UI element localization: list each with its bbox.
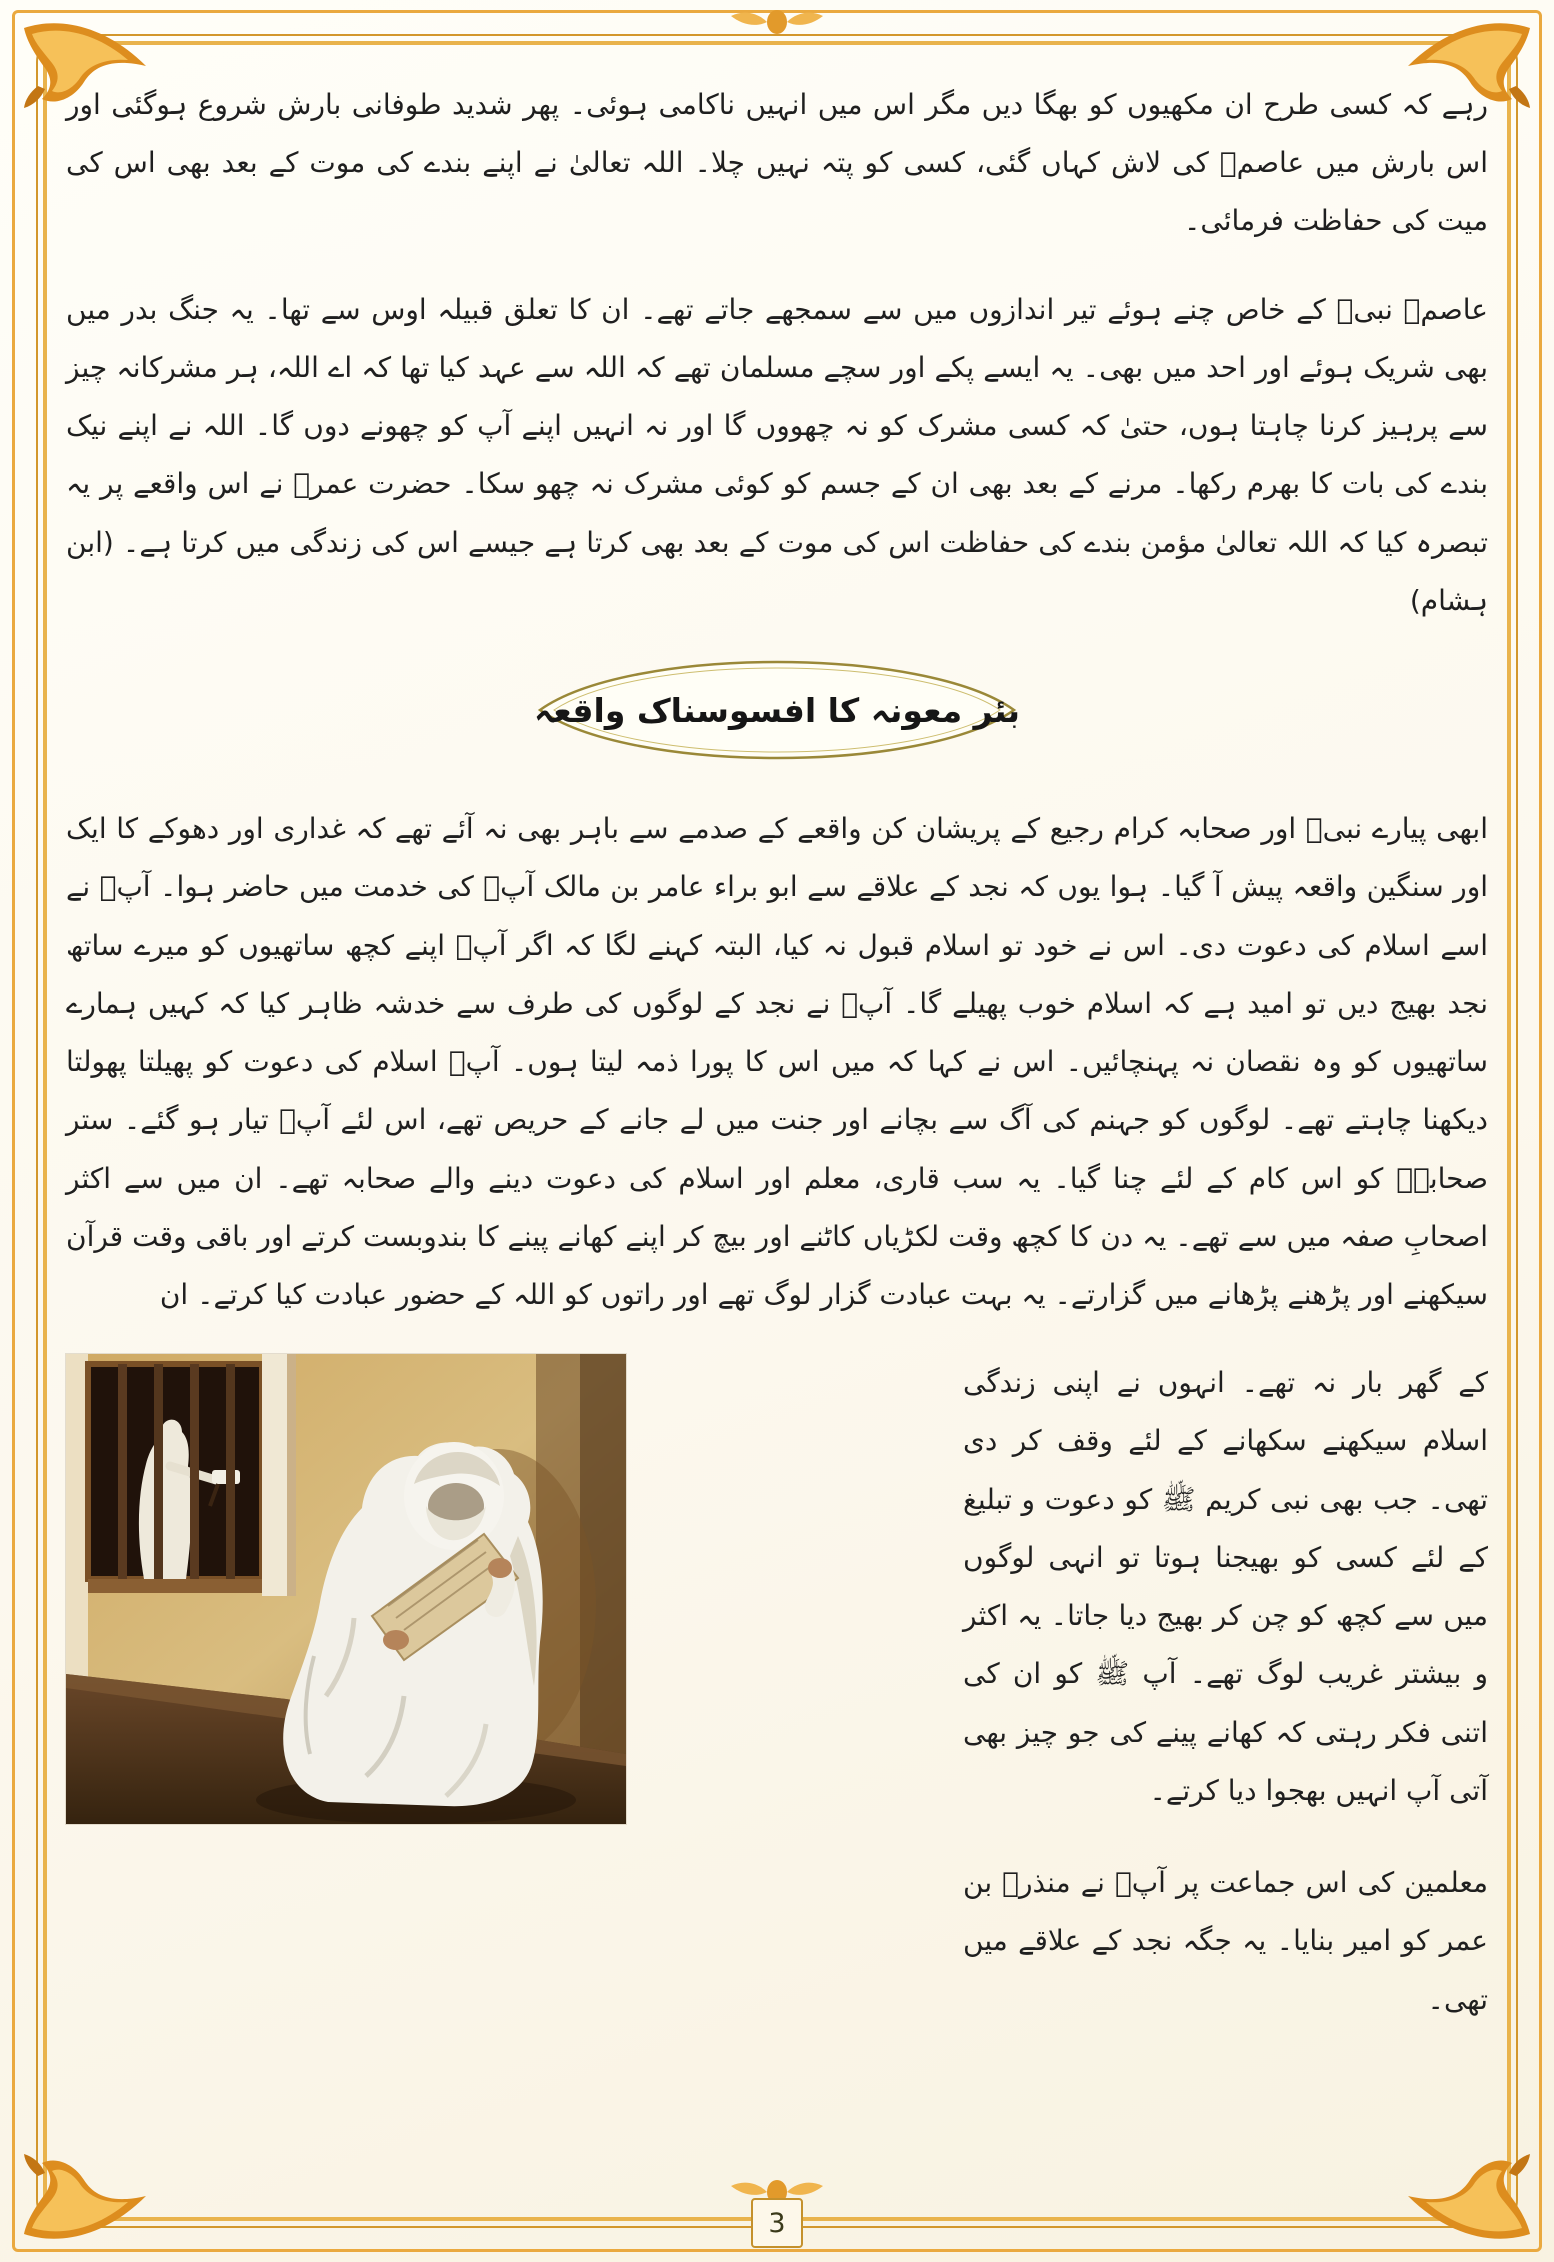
corner-flourish-icon — [20, 2150, 152, 2246]
section-heading-title: بئر معونہ کا افسوسناک واقعہ — [533, 690, 1021, 730]
page-number-text: 3 — [768, 2207, 786, 2239]
image-text-row — [66, 1354, 1488, 2063]
paragraph-asim-protection: رہے کہ کسی طرح ان مکھیوں کو بھگا دیں مگر اس میں انہیں ناکامی ہوئی۔ پھر شدید طوفانی بارش شروع ہوگئی اور اس بارش میں عاصمؓ کی لاش کہاں گئی، کسی کو پتہ نہیں چلا۔ اللہ تعالیٰ نے اپنے بندے کی موت کے بعد بھی اس کی میت کی حفاظت فرمائی۔ — [66, 88, 1488, 238]
paragraph-bir-mauna-intro: ابھی پیارے نبیﷺ اور صحابہ کرام رجیع کے پریشان کن واقعے کے صدمے سے باہر بھی نہ آئے تھے کہ غداری اور دھوکے کا ایک اور سنگین واقعہ پیش آ گیا۔ ہوا یوں کہ نجد کے علاقے سے ابو براء عامر بن مالک آپﷺ کی خدمت میں حاضر ہوا۔ آپﷺ نے اسے اسلام کی دعوت دی۔ اس نے خود تو اسلام قبول نہ کیا، البتہ کہنے لگا کہ اگر آپﷺ اپنے کچھ ساتھیوں کو میرے ساتھ نجد بھیج دیں تو امید ہے کہ اسلام خوب پھیلے گا۔ آپﷺ نے نجد کے لوگوں کی طرف سے خدشہ ظاہر کیا کہ کہیں ہمارے ساتھیوں کو وہ نقصان نہ پہنچائیں۔ اس نے کہا کہ میں اس کا پورا ذمہ لیتا ہوں۔ آپﷺ اسلام کی دعوت کو پھیلتا پھولتا دیکھنا چاہتے تھے۔ لوگوں کو جہنم کی آگ سے بچانے اور جنت میں لے جانے کے حریص تھے، اس لئے آپﷺ تیار ہو گئے۔ ستر صحابہؓ کو اس کام کے لئے چنا گیا۔ یہ سب قاری، معلم اور اسلام کی دعوت دینے والے صحابہ تھے۔ ان میں سے اکثر اصحابِ صفہ میں سے تھے۔ یہ دن کا کچھ وقت لکڑیاں کاٹنے اور بیچ کر اپنے کھانے پینے کا بندوبست کرتے اور باقی وقت قرآن سیکھنے اور پڑھنے پڑھانے میں گزارتے۔ یہ بہت عبادت گزار لوگ تھے اور راتوں کو اللہ کے حضور عبادت کیا کرتے۔ ان — [66, 812, 1488, 1311]
section-heading — [532, 660, 1022, 760]
page-content — [66, 62, 1488, 2190]
paragraph-munzir-appointed: معلمین کی اس جماعت پر آپﷺ نے منذرؓ بن عمر کو امیر بنایا۔ یہ جگہ نجد کے علاقے میں تھی۔ — [963, 1866, 1488, 2016]
top-ornament-icon — [729, 8, 825, 36]
corner-flourish-icon — [20, 16, 152, 112]
side-text-column — [963, 1354, 1488, 2063]
corner-flourish-icon — [1402, 16, 1534, 112]
paragraph-teachers-devotion: کے گھر بار نہ تھے۔ انہوں نے اپنی زندگی اسلام سیکھنے سکھانے کے لئے وقف کر دی تھی۔ جب بھی نبی کریم ﷺ کو دعوت و تبلیغ کے لئے کسی کو بھیجنا ہوتا تو انہی لوگوں میں سے کچھ کو چن کر بھیج دیا جاتا۔ یہ اکثر و بیشتر غریب لوگ تھے۔ آپ ﷺ کو ان کی اتنی فکر رہتی کہ کھانے پینے کی جو چیز بھی آتی آپ انہیں بھجوا دیا کرتے۔ — [963, 1366, 1488, 1807]
illustration-painting — [66, 1354, 626, 1824]
painting-seated-companion-reading-icon — [66, 1354, 626, 1824]
paragraph-asim-story: عاصمؓ نبیﷺ کے خاص چنے ہوئے تیر اندازوں میں سے سمجھے جاتے تھے۔ ان کا تعلق قبیلہ اوس سے تھا۔ یہ جنگ بدر میں بھی شریک ہوئے اور احد میں بھی۔ یہ ایسے پکے اور سچے مسلمان تھے کہ اللہ سے عہد کیا تھا کہ اے اللہ، ہر مشرکانہ چیز سے پرہیز کرنا چاہتا ہوں، حتیٰ کہ کسی مشرک کو نہ چھووں گا اور نہ انہیں اپنے آپ کو چھونے دوں گا۔ اللہ نے اپنے نیک بندے کی بات کا بھرم رکھا۔ مرنے کے بعد بھی ان کے جسم کو کوئی مشرک نہ چھو سکا۔ حضرت عمرؓ نے اس واقعے پر یہ تبصرہ کیا کہ اللہ تعالیٰ مؤمن بندے کی حفاظت اس کی موت کے بعد بھی کرتا ہے جیسے اس کی زندگی میں کرتا ہے۔ (ابن ہشام) — [66, 292, 1489, 617]
page-number — [751, 2198, 803, 2248]
corner-flourish-icon — [1402, 2150, 1534, 2246]
